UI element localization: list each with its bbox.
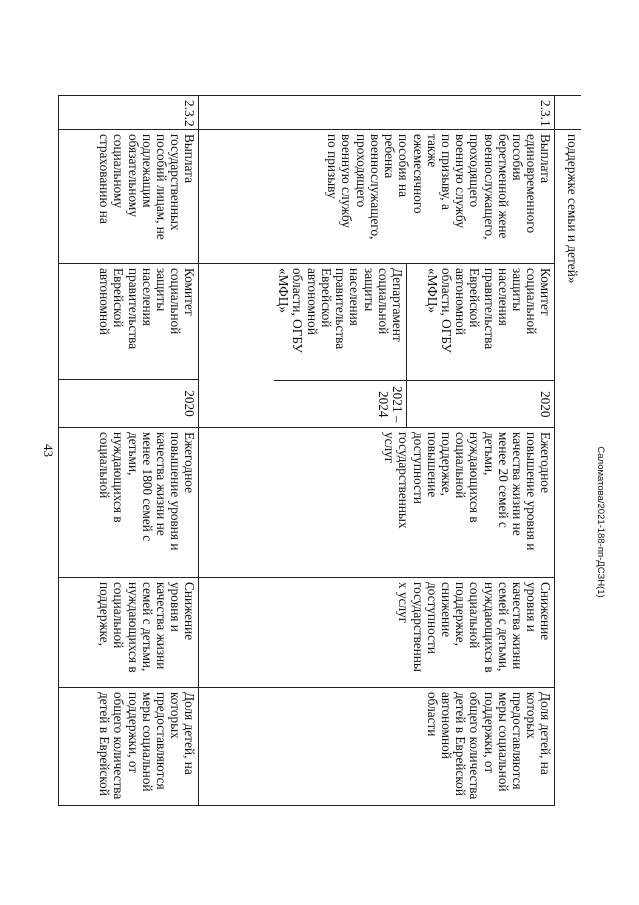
- table-cell-empty: [555, 96, 581, 130]
- rotated-table-area: [59, 95, 582, 806]
- row-number: 2.3.1: [199, 96, 555, 130]
- measures-table: [59, 95, 582, 806]
- executor-group: [199, 264, 555, 428]
- indicator-cell: Доля детей, на которых предоставляются меры социальной поддержки, от общего количества детей в Еврейской: [59, 688, 199, 806]
- table-row: [199, 96, 555, 806]
- consequence-cell: Снижение уровня и качества жизни семей с детьми, нуждающихся в социальной поддержке,: [59, 578, 199, 688]
- result-cell: Ежегодное повышение уровня и качества жизни не менее 1800 семей с детьми, нуждающихся в социальной: [59, 428, 199, 578]
- executor-cell: Департамент социальной защиты населения правительства Еврейской автономной области, ОГБУ «МФЦ»: [274, 264, 406, 380]
- period-cell: 2020: [407, 380, 555, 428]
- consequence-cell: Снижение уровня и качества жизни семей с детьми, нуждающихся в социальной поддержке, снижение доступности государственны х услуг: [199, 578, 555, 688]
- page-number: 43: [41, 444, 56, 457]
- indicator-cell: Доля детей, на которых предоставляются меры социальной поддержки, от общего количества детей в Еврейской автономной области: [199, 688, 555, 806]
- period-cell: 2020: [59, 380, 199, 428]
- measure-cell: Выплата государственных пособий лицам, не подлежащим обязательному социальному страхованию на: [59, 130, 199, 264]
- table-row: [59, 96, 199, 806]
- row-number: 2.3.2: [59, 96, 199, 130]
- measure-cell: Выплата единовременного пособия беретменной жене военнослужащего, проходящего военную службу по призыву, а также ежемесячного пособия на ребенка военнослужащего, проходящего военную службу по призыву: [199, 130, 555, 264]
- executor-cell: Комитет социальной защиты населения правительства Еврейской автономной области, ОГБУ «МФЦ»: [407, 264, 555, 380]
- section-title: поддержке семьи и детей»: [555, 130, 581, 806]
- document-reference: Саломатова/2021-188-пп-ДСЗН(1): [595, 446, 606, 598]
- period-cell: 2021 – 2024: [274, 380, 406, 428]
- table-row-section: [555, 96, 581, 806]
- executor-cell: Комитет социальной защиты населения правительства Еврейской автономной: [59, 264, 199, 380]
- result-cell: Ежегодное повышение уровня и качества жизни не менее 20 семей с детьми, нуждающихся в социальной поддержке, повышение доступности государственных услуг: [199, 428, 555, 578]
